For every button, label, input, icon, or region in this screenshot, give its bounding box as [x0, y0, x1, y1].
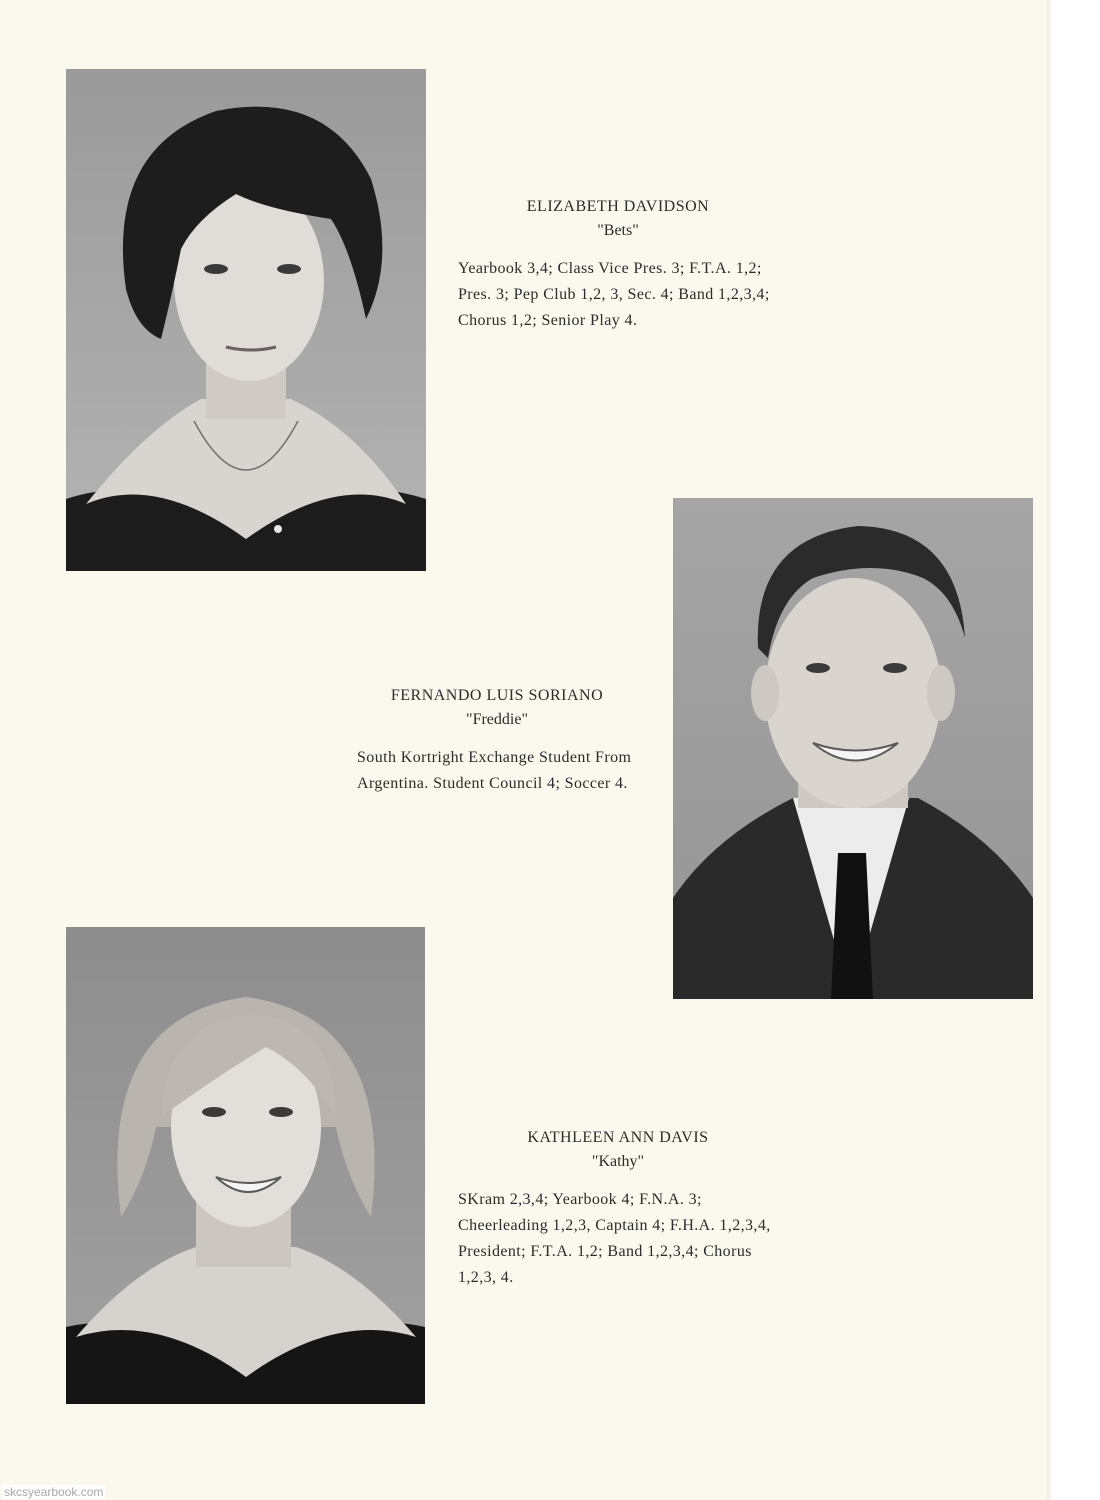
student-activities: South Kortright Exchange Student From Argentina. Student Council 4; Soccer 4. — [357, 749, 632, 792]
portrait-photo-elizabeth — [66, 69, 426, 571]
student-activities: Yearbook 3,4; Class Vice Pres. 3; F.T.A. 1,2; Pres. 3; Pep Club 1,2, 3, Sec. 4; Band 1,2,3,4; Chorus 1,2; Senior Play 4. — [458, 260, 770, 329]
caption-kathleen — [458, 1125, 788, 1291]
portrait-photo-fernando — [673, 498, 1033, 999]
portrait-photo-kathleen — [66, 927, 425, 1404]
student-name: ELIZABETH DAVIDSON — [526, 198, 710, 215]
student-nickname: "Kathy" — [591, 1153, 645, 1170]
student-nickname: "Bets" — [597, 222, 639, 239]
student-name: KATHLEEN ANN DAVIS — [527, 1129, 709, 1146]
paper-edge — [1047, 0, 1053, 1500]
portrait-image — [66, 927, 425, 1404]
portrait-image — [66, 69, 426, 571]
portrait-image — [673, 498, 1033, 999]
student-name: FERNANDO LUIS SORIANO — [390, 687, 604, 704]
student-activities: SKram 2,3,4; Yearbook 4; F.N.A. 3; Cheerleading 1,2,3, Captain 4; F.H.A. 1,2,3,4, President; F.T.A. 1,2; Band 1,2,3,4; Chorus 1,2,3, 4. — [458, 1191, 771, 1286]
student-nickname: "Freddie" — [466, 711, 528, 728]
site-watermark: skcsyearbook.com — [4, 1485, 104, 1499]
caption-elizabeth — [458, 194, 788, 334]
caption-fernando — [357, 683, 657, 797]
